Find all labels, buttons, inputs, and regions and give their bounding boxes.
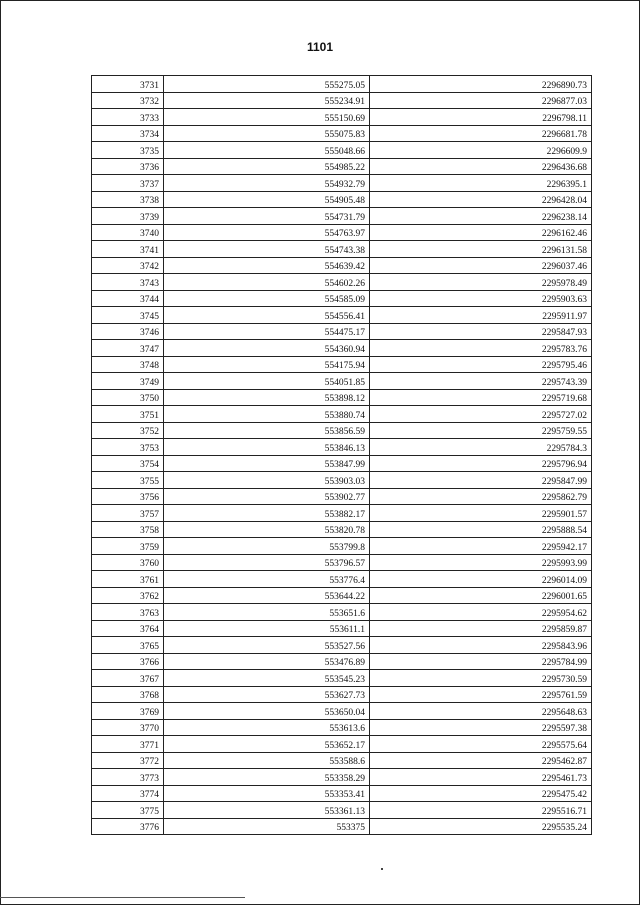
x-coordinate-cell: 554175.94 [164, 356, 370, 373]
x-coordinate-cell: 554932.79 [164, 175, 370, 192]
point-id-cell: 3762 [92, 587, 164, 604]
table-row [92, 323, 592, 340]
x-coordinate-cell: 553375 [164, 818, 370, 835]
y-coordinate-cell: 2295978.49 [370, 274, 592, 291]
point-id-cell: 3751 [92, 406, 164, 423]
y-coordinate-cell: 2295597.38 [370, 719, 592, 736]
y-coordinate-cell: 2295859.87 [370, 620, 592, 637]
table-row [92, 752, 592, 769]
y-coordinate-cell: 2295847.99 [370, 472, 592, 489]
point-id-cell: 3754 [92, 455, 164, 472]
y-coordinate-cell: 2296877.03 [370, 92, 592, 109]
table-row [92, 686, 592, 703]
x-coordinate-cell: 553358.29 [164, 769, 370, 786]
table-row [92, 587, 592, 604]
x-coordinate-cell: 553613.6 [164, 719, 370, 736]
point-id-cell: 3744 [92, 290, 164, 307]
table-row [92, 736, 592, 753]
table-row [92, 472, 592, 489]
table-row [92, 356, 592, 373]
y-coordinate-cell: 2295783.76 [370, 340, 592, 357]
table-row [92, 274, 592, 291]
table-row [92, 307, 592, 324]
table-row [92, 620, 592, 637]
table-row [92, 802, 592, 819]
point-id-cell: 3732 [92, 92, 164, 109]
point-id-cell: 3746 [92, 323, 164, 340]
table-row [92, 818, 592, 835]
table-row [92, 241, 592, 258]
point-id-cell: 3747 [92, 340, 164, 357]
y-coordinate-cell: 2295993.99 [370, 554, 592, 571]
y-coordinate-cell: 2296037.46 [370, 257, 592, 274]
y-coordinate-cell: 2295761.59 [370, 686, 592, 703]
point-id-cell: 3759 [92, 538, 164, 555]
table-row [92, 554, 592, 571]
y-coordinate-cell: 2296436.68 [370, 158, 592, 175]
x-coordinate-cell: 554763.97 [164, 224, 370, 241]
y-coordinate-cell: 2296162.46 [370, 224, 592, 241]
point-id-cell: 3773 [92, 769, 164, 786]
point-id-cell: 3770 [92, 719, 164, 736]
x-coordinate-cell: 554475.17 [164, 323, 370, 340]
y-coordinate-cell: 2295535.24 [370, 818, 592, 835]
point-id-cell: 3756 [92, 488, 164, 505]
point-id-cell: 3758 [92, 521, 164, 538]
point-id-cell: 3752 [92, 422, 164, 439]
y-coordinate-cell: 2295796.94 [370, 455, 592, 472]
point-id-cell: 3772 [92, 752, 164, 769]
table-row [92, 785, 592, 802]
x-coordinate-cell: 553847.99 [164, 455, 370, 472]
table-row [92, 505, 592, 522]
table-row [92, 571, 592, 588]
y-coordinate-cell: 2295847.93 [370, 323, 592, 340]
point-id-cell: 3757 [92, 505, 164, 522]
x-coordinate-cell: 553880.74 [164, 406, 370, 423]
point-id-cell: 3740 [92, 224, 164, 241]
point-id-cell: 3736 [92, 158, 164, 175]
point-id-cell: 3745 [92, 307, 164, 324]
point-id-cell: 3774 [92, 785, 164, 802]
table-row [92, 208, 592, 225]
point-id-cell: 3737 [92, 175, 164, 192]
x-coordinate-cell: 553796.57 [164, 554, 370, 571]
point-id-cell: 3764 [92, 620, 164, 637]
y-coordinate-cell: 2295903.63 [370, 290, 592, 307]
table-row [92, 389, 592, 406]
x-coordinate-cell: 553627.73 [164, 686, 370, 703]
x-coordinate-cell: 553545.23 [164, 670, 370, 687]
y-coordinate-cell: 2296428.04 [370, 191, 592, 208]
y-coordinate-cell: 2296681.78 [370, 125, 592, 142]
x-coordinate-cell: 553882.17 [164, 505, 370, 522]
y-coordinate-cell: 2296014.09 [370, 571, 592, 588]
x-coordinate-cell: 554985.22 [164, 158, 370, 175]
point-id-cell: 3776 [92, 818, 164, 835]
y-coordinate-cell: 2296798.11 [370, 109, 592, 126]
x-coordinate-cell: 553776.4 [164, 571, 370, 588]
x-coordinate-cell: 553527.56 [164, 637, 370, 654]
point-id-cell: 3753 [92, 439, 164, 456]
y-coordinate-cell: 2296609.9 [370, 142, 592, 159]
table-row [92, 191, 592, 208]
y-coordinate-cell: 2295784.99 [370, 653, 592, 670]
point-id-cell: 3731 [92, 76, 164, 93]
x-coordinate-cell: 553903.03 [164, 472, 370, 489]
point-id-cell: 3755 [92, 472, 164, 489]
x-coordinate-cell: 553846.13 [164, 439, 370, 456]
table-row [92, 538, 592, 555]
table-row [92, 257, 592, 274]
x-coordinate-cell: 553353.41 [164, 785, 370, 802]
x-coordinate-cell: 554360.94 [164, 340, 370, 357]
x-coordinate-cell: 553856.59 [164, 422, 370, 439]
table-row [92, 109, 592, 126]
y-coordinate-cell: 2295727.02 [370, 406, 592, 423]
point-id-cell: 3738 [92, 191, 164, 208]
y-coordinate-cell: 2295759.55 [370, 422, 592, 439]
x-coordinate-cell: 553898.12 [164, 389, 370, 406]
x-coordinate-cell: 553476.89 [164, 653, 370, 670]
point-id-cell: 3733 [92, 109, 164, 126]
table-row [92, 439, 592, 456]
table-row [92, 719, 592, 736]
x-coordinate-cell: 554731.79 [164, 208, 370, 225]
x-coordinate-cell: 553611.1 [164, 620, 370, 637]
x-coordinate-cell: 554639.42 [164, 257, 370, 274]
point-id-cell: 3763 [92, 604, 164, 621]
y-coordinate-cell: 2295461.73 [370, 769, 592, 786]
y-coordinate-cell: 2295862.79 [370, 488, 592, 505]
table-row [92, 92, 592, 109]
y-coordinate-cell: 2295843.96 [370, 637, 592, 654]
page-number: 1101 [306, 40, 334, 54]
table-row [92, 142, 592, 159]
y-coordinate-cell: 2295743.39 [370, 373, 592, 390]
table-row [92, 653, 592, 670]
y-coordinate-cell: 2295795.46 [370, 356, 592, 373]
y-coordinate-cell: 2296395.1 [370, 175, 592, 192]
x-coordinate-cell: 553651.6 [164, 604, 370, 621]
x-coordinate-cell: 554585.09 [164, 290, 370, 307]
x-coordinate-cell: 553902.77 [164, 488, 370, 505]
table-row [92, 604, 592, 621]
point-id-cell: 3739 [92, 208, 164, 225]
x-coordinate-cell: 555048.66 [164, 142, 370, 159]
x-coordinate-cell: 553650.04 [164, 703, 370, 720]
y-coordinate-cell: 2295911.97 [370, 307, 592, 324]
scan-dot [381, 868, 383, 870]
point-id-cell: 3775 [92, 802, 164, 819]
x-coordinate-cell: 553652.17 [164, 736, 370, 753]
table-row [92, 422, 592, 439]
table-row [92, 488, 592, 505]
table-row [92, 125, 592, 142]
coordinates-table [91, 75, 592, 835]
x-coordinate-cell: 555275.05 [164, 76, 370, 93]
point-id-cell: 3749 [92, 373, 164, 390]
y-coordinate-cell: 2296890.73 [370, 76, 592, 93]
point-id-cell: 3771 [92, 736, 164, 753]
x-coordinate-cell: 553799.8 [164, 538, 370, 555]
x-coordinate-cell: 553820.78 [164, 521, 370, 538]
table-row [92, 521, 592, 538]
table-row [92, 769, 592, 786]
y-coordinate-cell: 2295575.64 [370, 736, 592, 753]
y-coordinate-cell: 2295942.17 [370, 538, 592, 555]
y-coordinate-cell: 2295901.57 [370, 505, 592, 522]
point-id-cell: 3765 [92, 637, 164, 654]
table-row [92, 406, 592, 423]
table-row [92, 224, 592, 241]
table-row [92, 76, 592, 93]
table-row [92, 158, 592, 175]
coordinates-table-body [92, 76, 592, 835]
x-coordinate-cell: 554743.38 [164, 241, 370, 258]
point-id-cell: 3735 [92, 142, 164, 159]
x-coordinate-cell: 555150.69 [164, 109, 370, 126]
point-id-cell: 3766 [92, 653, 164, 670]
y-coordinate-cell: 2295784.3 [370, 439, 592, 456]
y-coordinate-cell: 2296238.14 [370, 208, 592, 225]
table-row [92, 637, 592, 654]
table-row [92, 703, 592, 720]
table-row [92, 455, 592, 472]
point-id-cell: 3768 [92, 686, 164, 703]
point-id-cell: 3742 [92, 257, 164, 274]
x-coordinate-cell: 554602.26 [164, 274, 370, 291]
point-id-cell: 3767 [92, 670, 164, 687]
x-coordinate-cell: 554905.48 [164, 191, 370, 208]
x-coordinate-cell: 554556.41 [164, 307, 370, 324]
point-id-cell: 3750 [92, 389, 164, 406]
table-row [92, 670, 592, 687]
point-id-cell: 3741 [92, 241, 164, 258]
point-id-cell: 3734 [92, 125, 164, 142]
x-coordinate-cell: 555075.83 [164, 125, 370, 142]
y-coordinate-cell: 2295730.59 [370, 670, 592, 687]
x-coordinate-cell: 553361.13 [164, 802, 370, 819]
point-id-cell: 3769 [92, 703, 164, 720]
x-coordinate-cell: 553588.6 [164, 752, 370, 769]
y-coordinate-cell: 2295648.63 [370, 703, 592, 720]
y-coordinate-cell: 2295475.42 [370, 785, 592, 802]
y-coordinate-cell: 2295954.62 [370, 604, 592, 621]
table-row [92, 175, 592, 192]
table-row [92, 373, 592, 390]
y-coordinate-cell: 2296131.58 [370, 241, 592, 258]
point-id-cell: 3748 [92, 356, 164, 373]
y-coordinate-cell: 2295516.71 [370, 802, 592, 819]
point-id-cell: 3761 [92, 571, 164, 588]
y-coordinate-cell: 2295462.87 [370, 752, 592, 769]
x-coordinate-cell: 553644.22 [164, 587, 370, 604]
table-row [92, 340, 592, 357]
y-coordinate-cell: 2295719.68 [370, 389, 592, 406]
y-coordinate-cell: 2296001.65 [370, 587, 592, 604]
point-id-cell: 3760 [92, 554, 164, 571]
table-row [92, 290, 592, 307]
x-coordinate-cell: 554051.85 [164, 373, 370, 390]
x-coordinate-cell: 555234.91 [164, 92, 370, 109]
y-coordinate-cell: 2295888.54 [370, 521, 592, 538]
point-id-cell: 3743 [92, 274, 164, 291]
footer-line [0, 897, 245, 898]
